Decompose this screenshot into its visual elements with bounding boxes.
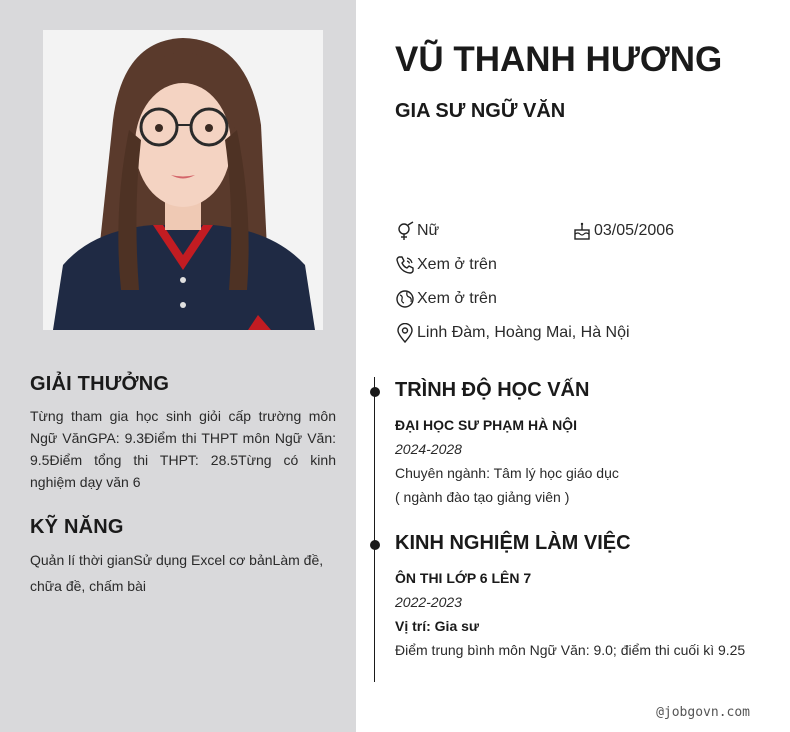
- address-row: [395, 323, 630, 343]
- experience-title: ÔN THI LỚP 6 LÊN 7: [395, 570, 532, 586]
- profile-photo: [43, 30, 323, 330]
- skills-heading: KỸ NĂNG: [30, 516, 124, 538]
- experience-position: Vị trí: Gia sư: [395, 618, 480, 634]
- skills-text: Quản lí thời gianSử dụng Excel cơ bảnLàm đề, chữa đề, chấm bài: [30, 552, 324, 594]
- website-value: Xem ở trên: [417, 290, 497, 307]
- gender-row: [395, 221, 439, 241]
- gender-icon: [395, 221, 415, 241]
- website-row: [395, 289, 497, 309]
- education-heading: TRÌNH ĐỘ HỌC VẤN: [395, 379, 590, 401]
- address-value: Linh Đàm, Hoàng Mai, Hà Nội: [417, 324, 630, 341]
- watermark: @jobgovn.com: [656, 705, 750, 720]
- experience-description: Điểm trung bình môn Ngữ Văn: 9.0; điểm thi cuối kì 9.25: [395, 642, 746, 658]
- phone-icon: [395, 255, 415, 275]
- timeline-line: [374, 377, 375, 682]
- phone-row: [395, 255, 497, 275]
- cake-icon: [572, 221, 592, 241]
- experience-period: 2022-2023: [395, 594, 462, 610]
- gender-value: Nữ: [417, 222, 440, 239]
- education-note: ( ngành đào tạo giảng viên ): [395, 489, 570, 505]
- candidate-role: GIA SƯ NGỮ VĂN: [395, 100, 566, 122]
- timeline-dot-education: [370, 387, 380, 397]
- candidate-name: VŨ THANH HƯƠNG: [395, 40, 723, 79]
- birthdate-row: [572, 221, 674, 241]
- sidebar: [0, 0, 356, 732]
- phone-value: Xem ở trên: [417, 256, 497, 273]
- education-school: ĐẠI HỌC SƯ PHẠM HÀ NỘI: [395, 417, 577, 433]
- experience-heading: KINH NGHIỆM LÀM VIỆC: [395, 532, 631, 554]
- birthdate-value: 03/05/2006: [594, 222, 675, 239]
- education-period: 2024-2028: [395, 441, 462, 457]
- globe-icon: [395, 289, 415, 309]
- timeline-dot-experience: [370, 540, 380, 550]
- awards-heading: GIẢI THƯỞNG: [30, 373, 170, 395]
- portrait-illustration: [43, 30, 323, 330]
- education-major: Chuyên ngành: Tâm lý học giáo dục: [395, 465, 619, 481]
- awards-text: Từng tham gia học sinh giỏi cấp trường môn Ngữ VănGPA: 9.3Điểm thi THPT môn Ngữ Văn: 9.5Điểm tổng thi THPT: 28.5Từng có kinh nghiệm dạy văn 6: [30, 408, 336, 490]
- location-pin-icon: [395, 323, 415, 343]
